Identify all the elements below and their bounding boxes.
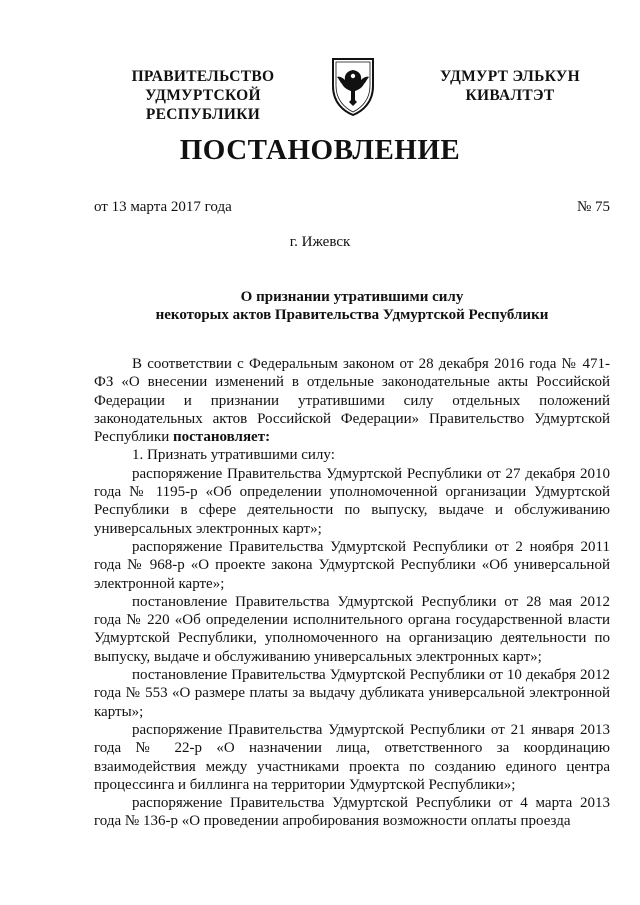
government-name-line2: УДМУРТСКОЙ РЕСПУБЛИКИ <box>145 87 261 123</box>
paragraph-act: распоряжение Правительства Удмуртской Республики от 27 декабря 2010 года № 1195-р «Об определении уполномоченной организации Удмуртской Республики в сфере деятельности по выпуску, выдаче и обслуживанию универсальных электронных карт»; <box>94 465 610 537</box>
paragraph-act: распоряжение Правительства Удмуртской Республики от 4 марта 2013 года № 136-р «О проведении апробирования возможности оплаты проезда <box>94 795 610 830</box>
document-subject <box>94 288 610 324</box>
document-number: № 75 <box>576 199 610 215</box>
government-name-udmurt <box>430 67 590 105</box>
udmurt-coat-of-arms-icon <box>329 56 377 118</box>
subject-line1: О признании утратившими силу <box>240 289 464 305</box>
paragraph-act: постановление Правительства Удмуртской Республики от 28 мая 2012 года № 220 «Об определении исполнительного органа государственной власти Удмуртской Республики, уполномоченного на организацию деятельности по выпуску, выдаче и обслуживанию универсальных электронных карт»; <box>94 593 610 665</box>
paragraph-item-1: 1. Признать утратившими силу: <box>132 447 335 464</box>
subject-line2: некоторых актов Правительства Удмуртской Республики <box>155 307 549 323</box>
paragraph-text: В соответствии с Федеральным законом от 28 декабря 2016 года № 471-ФЗ «О внесении изменений в отдельные законодательные акты Российской Федерации и признании утратившими силу отдельных положений законодательных актов Российской Федерации» Правительство Удмуртской Республики <box>94 356 610 446</box>
paragraph-preamble <box>94 355 610 446</box>
government-name-udmurt-line2: КИВАЛТЭТ <box>465 87 555 104</box>
document-body <box>94 355 610 831</box>
paragraph-act: распоряжение Правительства Удмуртской Республики от 2 ноября 2011 года № 968-р «О проекте закона Удмуртской Республики «Об универсальной электронной карте»; <box>94 538 610 592</box>
document-date: от 13 марта 2017 года <box>94 199 232 215</box>
paragraph-act: распоряжение Правительства Удмуртской Республики от 21 января 2013 года № 22-р «О назначении лица, ответственного за координацию взаимодействия между участниками проекта по созданию единого центра процессинга и биллинга на территории Удмуртской Республики»; <box>94 721 610 793</box>
document-title: ПОСТАНОВЛЕНИЕ <box>179 134 461 166</box>
government-name-line1: ПРАВИТЕЛЬСТВО <box>131 68 275 85</box>
government-name-udmurt-line1: УДМУРТ ЭЛЬКУН <box>440 68 580 85</box>
paragraph-bold-verb: постановляет: <box>173 429 271 446</box>
paragraph-act: постановление Правительства Удмуртской Республики от 10 декабря 2012 года № 553 «О размере платы за выдачу дубликата универсальной электронной карты»; <box>94 667 610 720</box>
government-name-russian <box>88 67 318 124</box>
document-city: г. Ижевск <box>289 234 351 250</box>
